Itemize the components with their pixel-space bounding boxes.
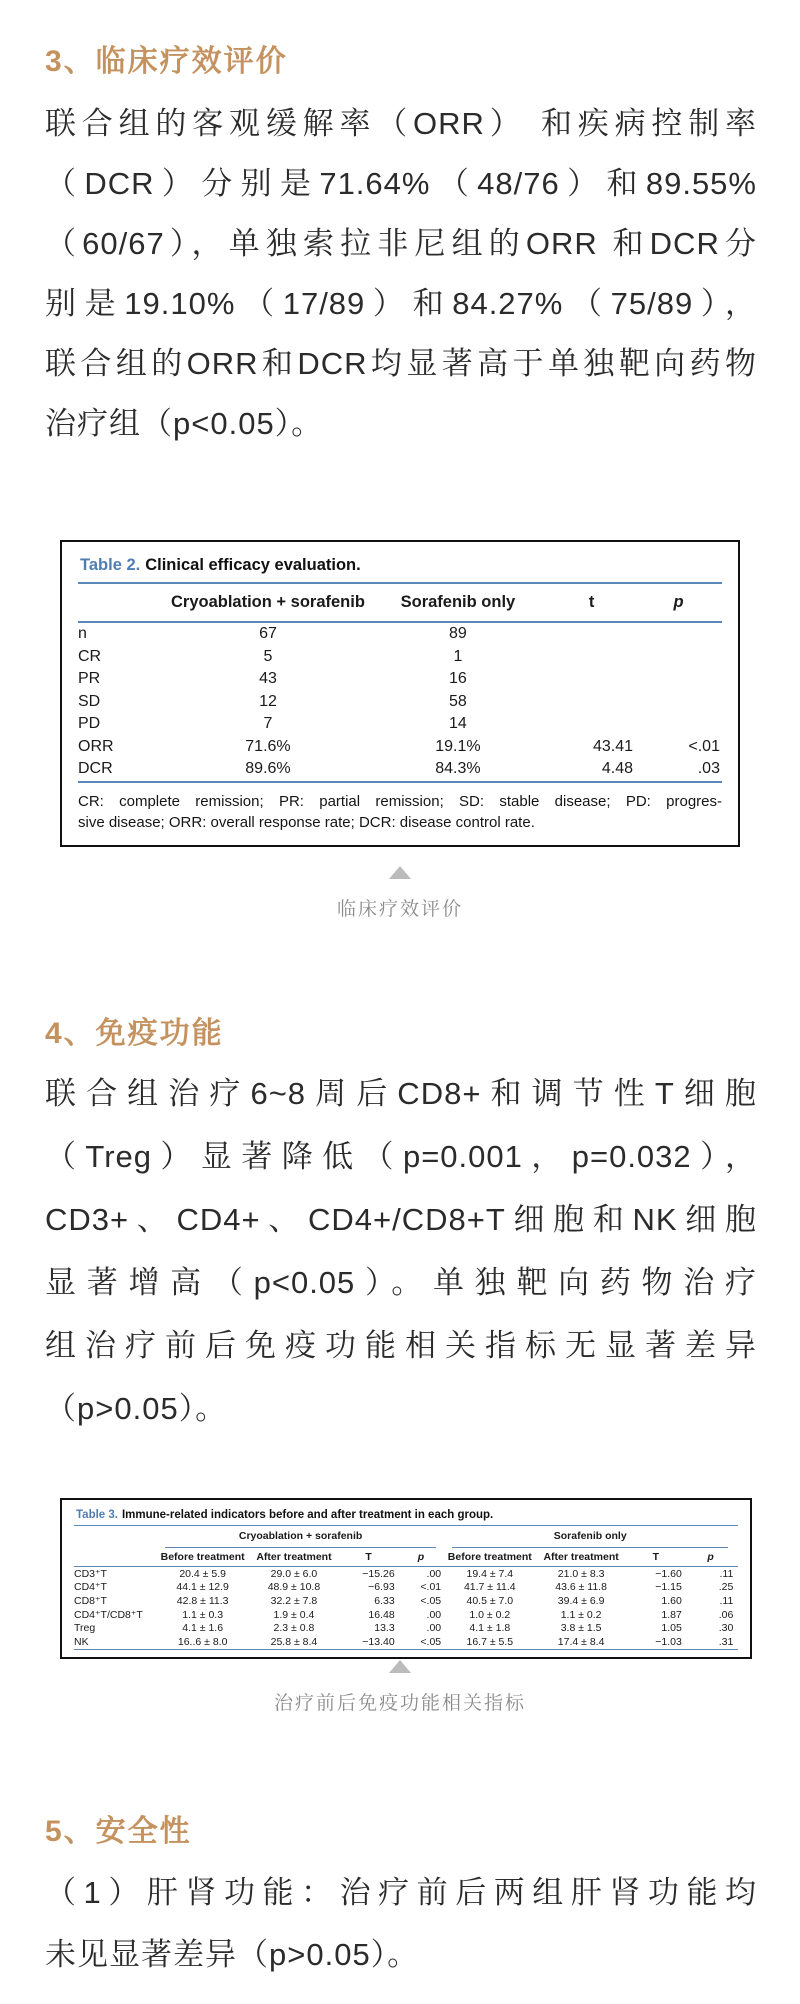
table3-cell: −1.03 xyxy=(655,1635,682,1648)
table-rule xyxy=(74,1649,738,1650)
table2-cell: 84.3% xyxy=(435,760,481,778)
table-3-subheader-row xyxy=(74,1547,738,1566)
table3-cell: 20.4 ± 5.9 xyxy=(179,1567,226,1580)
table3-cell: 32.2 ± 7.8 xyxy=(270,1594,318,1607)
table3-cell: 25.8 ± 8.4 xyxy=(270,1635,318,1648)
table3-cell: 42.8 ± 11.3 xyxy=(176,1594,229,1607)
table-2-title-text: Clinical efficacy evaluation. xyxy=(145,556,361,574)
table3-cell: 48.9 ± 10.8 xyxy=(267,1581,321,1594)
table-row xyxy=(78,668,722,691)
table3-header-cell: Before treatment xyxy=(160,1550,245,1563)
table3-cell: 1.0 ± 0.2 xyxy=(469,1608,511,1621)
table3-cell: 21.0 ± 8.3 xyxy=(557,1567,605,1580)
table2-cell: <.01 xyxy=(688,737,720,755)
table-row xyxy=(78,758,722,781)
table-2-title xyxy=(78,554,722,582)
table3-cell: .00 xyxy=(426,1622,442,1635)
table3-cell: −15.26 xyxy=(362,1567,395,1580)
table2-cell: CR xyxy=(78,647,102,665)
table2-cell: 67 xyxy=(259,625,277,643)
table2-header-cell: Sorafenib only xyxy=(400,593,516,611)
paragraph-line: （p>0.05）。 xyxy=(45,1391,228,1426)
table-rule xyxy=(78,781,722,783)
paragraph-line: 未见显著差异（p>0.05）。 xyxy=(45,1937,420,1972)
table3-cell: .11 xyxy=(719,1567,734,1580)
table2-header-cell: t xyxy=(588,593,595,611)
paragraph-line: （Treg）显著降低（p=0.001，p=0.032）， xyxy=(45,1139,757,1174)
table3-cell: 41.7 ± 11.4 xyxy=(463,1581,516,1594)
table2-cell: .03 xyxy=(697,760,720,778)
table3-cell: .11 xyxy=(719,1594,734,1607)
table3-header-cell: After treatment xyxy=(543,1550,619,1563)
paragraph-line: （1）肝肾功能：治疗前后两组肝肾功能均 xyxy=(45,1875,757,1910)
table3-cell: <.05 xyxy=(420,1594,442,1607)
table3-cell: CD4⁺T/CD8⁺T xyxy=(74,1608,143,1621)
table-2-clinical-efficacy xyxy=(60,540,740,847)
table3-cell: 1.60 xyxy=(661,1594,682,1607)
table2-cell: SD xyxy=(78,692,101,710)
table2-cell: 19.1% xyxy=(435,737,481,755)
table-row xyxy=(74,1621,738,1635)
table3-cell: .00 xyxy=(426,1608,442,1621)
table3-cell: 6.33 xyxy=(374,1594,395,1607)
table2-cell: 4.48 xyxy=(601,760,634,778)
table3-cell: 4.1 ± 1.8 xyxy=(469,1622,511,1635)
table2-header-cell: p xyxy=(673,593,684,611)
table3-cell: CD3⁺T xyxy=(74,1567,107,1580)
table3-cell: 19.4 ± 7.4 xyxy=(466,1567,514,1580)
table3-cell: .31 xyxy=(718,1635,734,1648)
table3-cell: 16..6 ± 8.0 xyxy=(177,1635,228,1648)
table3-cell: 17.4 ± 8.4 xyxy=(557,1635,605,1648)
paragraph-line: 治疗组（p<0.05）。 xyxy=(45,406,324,441)
table3-cell: .00 xyxy=(426,1567,442,1580)
table3-cell: 1.05 xyxy=(661,1622,682,1635)
paragraph-line: 联合组的ORR和DCR均显著高于单独靶向药物 xyxy=(45,346,757,381)
table2-cell: 71.6% xyxy=(245,737,291,755)
caption-arrow-icon xyxy=(389,1660,411,1673)
paragraph-line: （60/67），单独索拉非尼组的ORR 和DCR分 xyxy=(45,226,757,261)
table3-cell: .06 xyxy=(718,1608,734,1621)
table-row xyxy=(78,691,722,714)
figure-caption-1 xyxy=(0,866,800,921)
table3-cell: NK xyxy=(74,1635,89,1648)
paragraph-line: 别是19.10%（17/89）和84.27%（75/89）， xyxy=(45,286,757,321)
table-2-number-label: Table 2. xyxy=(80,556,141,574)
table-row xyxy=(74,1608,738,1622)
section-5-paragraph xyxy=(45,1862,757,1986)
table3-cell: 16.7 ± 5.5 xyxy=(466,1635,514,1648)
table3-header-cell: Before treatment xyxy=(447,1550,532,1563)
section-4-paragraph xyxy=(45,1062,757,1440)
table-row xyxy=(78,736,722,759)
table3-cell: CD8⁺T xyxy=(74,1594,107,1607)
table3-cell: .25 xyxy=(718,1581,734,1594)
table3-header-cell: p xyxy=(707,1550,714,1563)
table2-cell: ORR xyxy=(78,737,114,755)
table-3-title-text: Immune-related indicators before and after treatment in each group. xyxy=(121,1509,494,1521)
table-row xyxy=(74,1635,738,1649)
table2-cell: PD xyxy=(78,715,101,733)
table-3-immune-indicators xyxy=(60,1498,752,1659)
table3-header-cell: T xyxy=(652,1550,659,1563)
paragraph-line: CD3+、CD4+、CD4+/CD8+T细胞和NK细胞 xyxy=(45,1202,757,1237)
table-3-group-header-row xyxy=(74,1526,738,1547)
table2-cell: 16 xyxy=(449,670,467,688)
table3-cell: 39.4 ± 6.9 xyxy=(557,1594,605,1607)
table2-cell: 7 xyxy=(263,715,273,733)
figure-caption-2 xyxy=(0,1660,800,1715)
table-row xyxy=(74,1594,738,1608)
section-3-heading: 3、临床疗效评价 xyxy=(45,45,288,78)
table2-cell: DCR xyxy=(78,760,113,778)
table2-cell: 89 xyxy=(449,625,467,643)
caption-arrow-icon xyxy=(389,866,411,879)
table-row xyxy=(74,1581,738,1595)
table2-header-cell: Cryoablation + sorafenib xyxy=(171,593,365,611)
table3-cell: 43.6 ± 11.8 xyxy=(555,1581,607,1594)
table-2-header-row xyxy=(78,584,722,621)
table3-cell: 4.1 ± 1.6 xyxy=(182,1622,224,1635)
table3-cell: 1.87 xyxy=(661,1608,682,1621)
table3-cell: <.05 xyxy=(420,1635,442,1648)
table3-cell: .30 xyxy=(718,1622,734,1635)
table3-header-cell: p xyxy=(417,1550,425,1563)
table3-cell: 3.8 ± 1.5 xyxy=(560,1622,602,1635)
table3-cell: 13.3 xyxy=(374,1622,395,1635)
table2-cell: 5 xyxy=(263,647,273,665)
table3-group-header: Cryoablation + sorafenib xyxy=(165,1526,436,1548)
table3-cell: 2.3 ± 0.8 xyxy=(273,1622,315,1635)
table-3-title xyxy=(74,1508,738,1525)
table2-cell: n xyxy=(78,625,87,643)
table3-cell: 1.9 ± 0.4 xyxy=(273,1608,315,1621)
paragraph-line: 组治疗前后免疫功能相关指标无显著差异 xyxy=(45,1328,757,1363)
table-row xyxy=(78,623,722,646)
footnote-line: CR: complete remission; PR: partial remission; SD: stable disease; PD: progres- xyxy=(78,792,722,810)
table3-cell: 44.1 ± 12.9 xyxy=(176,1581,229,1594)
paragraph-line: 联合组的客观缓解率（ORR） 和疾病控制率 xyxy=(45,106,757,141)
table3-cell: Treg xyxy=(74,1622,96,1635)
table2-cell: 1 xyxy=(453,647,463,665)
table3-cell: −13.40 xyxy=(362,1635,395,1648)
table-row xyxy=(78,713,722,736)
table3-cell: 16.48 xyxy=(368,1608,395,1621)
section-3-paragraph xyxy=(45,94,757,454)
table3-cell: 1.1 ± 0.3 xyxy=(182,1608,224,1621)
table3-group-header: Sorafenib only xyxy=(452,1526,728,1548)
caption-text: 临床疗效评价 xyxy=(336,899,463,920)
table2-cell: 89.6% xyxy=(245,760,291,778)
table3-header-cell: After treatment xyxy=(256,1550,332,1563)
table3-cell: <.01 xyxy=(420,1581,442,1594)
table3-cell: −6.93 xyxy=(368,1581,395,1594)
paragraph-line: （DCR）分别是71.64%（48/76）和89.55% xyxy=(45,166,757,201)
table3-cell: 29.0 ± 6.0 xyxy=(270,1567,318,1580)
table3-cell: CD4⁺T xyxy=(74,1581,107,1594)
footnote-line: sive disease; ORR: overall response rate; DCR: disease control rate. xyxy=(78,813,535,831)
table-2-footnote xyxy=(78,791,722,833)
table2-cell: PR xyxy=(78,670,101,688)
table3-header-cell: T xyxy=(365,1550,372,1563)
table-row xyxy=(74,1567,738,1581)
table3-cell: −1.60 xyxy=(655,1567,682,1580)
paragraph-line: 显著增高（p<0.05）。单独靶向药物治疗 xyxy=(45,1265,757,1300)
table3-cell: 40.5 ± 7.0 xyxy=(466,1594,514,1607)
table3-cell: 1.1 ± 0.2 xyxy=(560,1608,602,1621)
section-4-heading: 4、免疫功能 xyxy=(45,1017,224,1050)
table-3-number-label: Table 3. xyxy=(76,1509,118,1521)
table2-cell: 58 xyxy=(449,692,467,710)
table3-cell: −1.15 xyxy=(655,1581,682,1594)
table2-cell: 12 xyxy=(259,692,277,710)
table2-cell: 43 xyxy=(259,670,277,688)
table2-cell: 43.41 xyxy=(592,737,634,755)
table-row xyxy=(78,646,722,669)
section-5-heading: 5、安全性 xyxy=(45,1815,192,1848)
caption-text: 治疗前后免疫功能相关指标 xyxy=(273,1693,526,1714)
paragraph-line: 联合组治疗6~8周后CD8+和调节性T细胞 xyxy=(45,1076,757,1111)
table2-cell: 14 xyxy=(449,715,467,733)
